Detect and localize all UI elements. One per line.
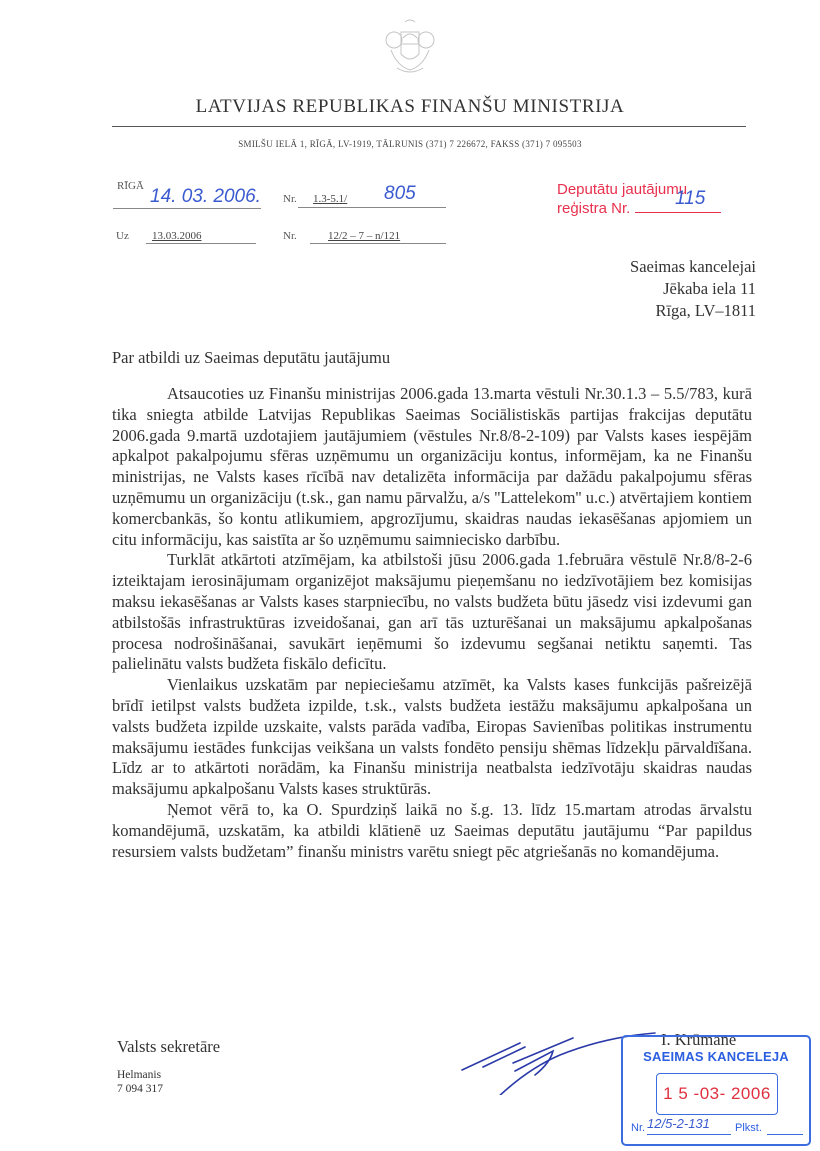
- place-label: RĪGĀ: [117, 180, 144, 192]
- ministry-address: SMILŠU IELĀ 1, RĪGĀ, LV-1919, TĀLRUNIS (371) 7 226672, FAKSS (371) 7 095503: [238, 139, 582, 149]
- registry-number-handwritten: 115: [675, 188, 706, 209]
- nr-value: 1.3-5.1/: [313, 193, 348, 205]
- coat-of-arms-emblem: [377, 14, 443, 80]
- receipt-stamp-time-label: Plkst.: [735, 1122, 762, 1134]
- contact-block: [117, 1068, 163, 1096]
- uz-date: 13.03.2006: [152, 230, 202, 242]
- registry-stamp: [557, 180, 721, 218]
- registry-underline: [635, 212, 721, 213]
- letter-body: [112, 384, 752, 862]
- nr2-value: 12/2 – 7 – n/121: [328, 230, 401, 242]
- receipt-stamp-title: SAEIMAS KANCELEJA: [643, 1049, 789, 1064]
- recipient-address: [630, 256, 756, 322]
- receipt-stamp-nr-handwritten: 12/5-2-131: [647, 1116, 710, 1131]
- uz-underline: [146, 243, 256, 244]
- nr-underline: [298, 207, 446, 208]
- date-underline: [113, 208, 261, 209]
- body-paragraph: Ņemot vērā to, ka O. Spurdziņš laikā no š.g. 13. līdz 15.martam atrodas ārvalstu komandējumā, uzskatām, ka atbildi klātienē uz Saeimas deputātu jautājumu “Par papildus resursiem valsts budžetam” finanšu ministrs varētu sniegt pēc atgriešanās no komandējuma.: [112, 799, 752, 861]
- handwritten-date: 14. 03. 2006.: [150, 186, 261, 207]
- signer-title: Valsts sekretāre: [117, 1037, 221, 1056]
- signer-name: I. Krūmane: [661, 1030, 737, 1049]
- recipient-line1: Saeimas kancelejai: [630, 257, 756, 276]
- uz-label: Uz: [116, 230, 129, 242]
- handwritten-nr: 805: [384, 183, 416, 204]
- receipt-nr-underline: [647, 1134, 731, 1135]
- receipt-stamp: [621, 1035, 811, 1146]
- nr-label: Nr.: [283, 193, 297, 205]
- registry-stamp-line2: reģistra Nr.: [557, 200, 631, 217]
- recipient-line2: Jēkaba iela 11: [663, 279, 756, 298]
- body-paragraph: Turklāt atkārtoti atzīmējam, ka atbilstoši jūsu 2006.gada 1.februāra vēstulē Nr.8/8-2-6 izteiktajam ierosinājumam organizējot maksājumu pieņemšanu no iedzīvotājiem bez komisijas maksu iekasēšanas ar Valsts kases starpniecību, no valsts budžeta būtu jāsedz visi izdevumi gan atbilstošās infrastruktūras izveidošanai, gan arī tās uzturēšanai un maksājumu apkalpošanas procesa nodrošināšanai, savukārt ieņēmumi šo izdevumu segšanai netiktu saņemti. Tas palielinātu valsts budžeta fiskālo deficītu.: [112, 550, 752, 674]
- contact-name: Helmanis: [117, 1069, 162, 1081]
- nr2-label: Nr.: [283, 230, 297, 242]
- receipt-stamp-nr-label: Nr.: [631, 1122, 646, 1134]
- ministry-name: LATVIJAS REPUBLIKAS FINANŠU MINISTRIJA: [195, 96, 625, 117]
- nr2-underline: [310, 243, 446, 244]
- contact-phone: 7 094 317: [117, 1083, 163, 1095]
- header-divider: [112, 126, 746, 127]
- receipt-stamp-date: 1 5 -03- 2006: [663, 1084, 771, 1103]
- receipt-stamp-date-box: [656, 1073, 778, 1115]
- body-paragraph: Atsaucoties uz Finanšu ministrijas 2006.gada 13.marta vēstuli Nr.30.1.3 – 5.5/783, kurā tika sniegta atbilde Latvijas Republikas Saeimas Sociālistiskās partijas frakcijas deputātu 2006.gada 9.martā uzdotajiem jautājumiem (vēstules Nr.8/8-2-109) par Valsts kases iespējām apkalpot pakalpojumu sfēras uzņēmumu un organizāciju kontus, informējam, ka ne Finanšu ministrijas, ne Valsts kases rīcībā nav detalizēta informācija par dažādu pakalpojumu sfēras uzņēmumu un organizāciju (t.sk., gan namu pārvalžu, a/s ''Lattelekom'' u.c.) atvērtajiem kontiem komercbankās, šo kontu atlikumiem, apgrozījumu, skaidras naudas iekasēšanas apjomiem un citu informāciju, kas saistīta ar šo uzņēmumu saimniecisko darbību.: [112, 384, 752, 549]
- body-paragraph: Vienlaikus uzskatām par nepieciešamu atzīmēt, ka Valsts kases funkcijās pašreizējā brīdī ietilpst valsts budžeta izpilde, t.sk., valsts budžeta iestāžu maksājumu apkalpošana un valsts budžeta izpilde uzskaite, valsts parāda vadība, Eiropas Savienības politikas instrumentu maksājumu iestādes funkcijas veikšana un valsts fondēto pensiju shēmas līdzekļu pārvaldīšana. Līdz ar to atkārtoti norādām, ka Finanšu ministrija neatbalsta iedzīvotāju skaidras naudas maksājumu apkalpošanu Valsts kases struktūrās.: [112, 675, 752, 799]
- recipient-line3: Rīga, LV–1811: [655, 301, 756, 320]
- receipt-time-underline: [767, 1134, 803, 1135]
- letter-subject: Par atbildi uz Saeimas deputātu jautājumu: [112, 348, 391, 367]
- registry-stamp-line1: Deputātu jautājumu: [557, 181, 688, 198]
